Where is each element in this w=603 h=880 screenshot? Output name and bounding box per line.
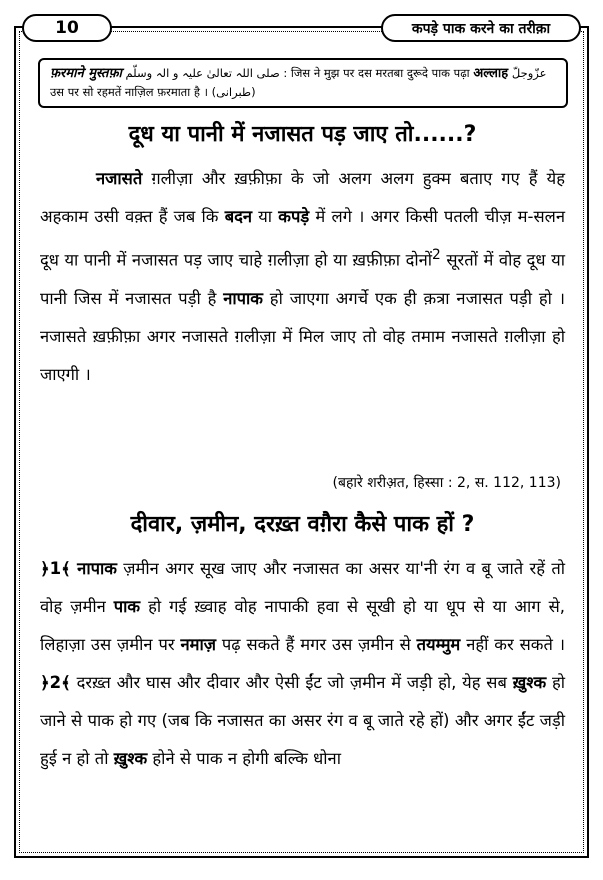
- bold-term: बदन: [224, 207, 253, 226]
- farman-text-1: : जिस ने मुझ पर दस मरतबा दुरूदे पाक पढ़ा: [283, 66, 470, 80]
- text-run: हो गई ख़्वाह वोह नापाकी हवा से सूखी हो या धूप से या आग से, लिहाज़ा उस ज़मीन पर: [40, 597, 565, 654]
- section-1-reference: (बहारे शरीअ़त, हिस्सा : 2, स. 112, 113): [332, 475, 561, 491]
- farman-label: फ़रमाने मुस्तफ़ा: [50, 66, 122, 81]
- bold-term: ख़ुश्क: [512, 673, 547, 692]
- bold-term: तयम्मुम: [416, 635, 461, 654]
- farman-azza: عزّوجلّ: [511, 66, 547, 80]
- running-title-text: कपड़े पाक करने का तरीक़ा: [411, 20, 551, 37]
- item-number: ﴿2﴾: [40, 673, 71, 692]
- text-run: ज़मीन अगर सूख जाए और नजासत का असर या'नी रंग व बू जाते रहें तो वोह ज़मीन: [40, 559, 565, 616]
- text-run: में लगे । अगर किसी पतली चीज़ म-सलन दूध या पानी में नजासत पड़ जाए चाहे ग़लीज़ा हो या ख़फ़ीफ़ा दोनों: [40, 207, 565, 270]
- superscript: 2: [432, 247, 441, 263]
- item-number: ﴿1﴾: [40, 559, 71, 578]
- bold-term: कपड़े: [278, 207, 310, 226]
- bold-term: नमाज़: [180, 635, 217, 654]
- bold-term: ख़ुश्क: [113, 749, 148, 768]
- farman-line-1: [50, 64, 556, 83]
- text-run: हो जाएगा अगर्चे एक ही क़त्रा नजासत पड़ी हो । नजासते ख़फ़ीफ़ा अगर नजासते ग़लीज़ा में मिल जाए तो वोह तमाम नजासते ग़लीज़ा हो जाएगी ।: [40, 288, 565, 384]
- farman-box: [38, 58, 568, 108]
- farman-salawat: صلی اللہ تعالیٰ علیہ و الہ وسلّم: [125, 66, 280, 80]
- text-run: हो जाने से पाक हो गए (जब कि नजासत का असर रंग व बू जाते रहे हों) और अगर ईंट जड़ी हुई न हो तो: [40, 673, 566, 768]
- text-run: पढ़ सकते हैं मगर उस ज़मीन से: [216, 635, 417, 654]
- text-run: सूरतों में वोह दूध या पानी जिस में नजासत पड़ी है: [40, 250, 565, 308]
- farman-line-2: उस पर सो रहमतें नाज़िल फ़रमाता है । (طبرانی): [50, 85, 256, 99]
- section-1-paragraph: [40, 160, 565, 394]
- bold-term: नापाक: [77, 559, 117, 578]
- text-run: या: [252, 207, 279, 226]
- text-run: नहीं कर सकते ।: [460, 635, 565, 654]
- page-number-text: 10: [55, 18, 79, 38]
- page-number: [22, 14, 112, 42]
- running-title: [381, 14, 581, 42]
- section-2-heading: दीवार, ज़मीन, दरख़्त वग़ैरा कैसे पाक हों ?: [130, 512, 475, 537]
- bold-term: नापाक: [223, 288, 263, 308]
- bold-term: नजासते: [96, 169, 143, 188]
- section-2-paragraph: [40, 550, 565, 778]
- bold-term: पाक: [113, 597, 141, 616]
- text-run: ग़लीज़ा और ख़फ़ीफ़ा के जो अलग अलग हुक्म बताए गए हैं येह अहकाम उसी वक़्त हैं जब कि: [40, 169, 565, 226]
- section-1-heading: दूध या पानी में नजासत पड़ जाए तो......?: [128, 122, 477, 147]
- farman-allah: अल्लाह: [473, 66, 509, 81]
- text-run: दरख़्त और घास और दीवार और ऐसी ईंट जो ज़मीन में जड़ी हो, येह सब: [70, 673, 513, 692]
- text-run: होने से पाक न होगी बल्कि धोना: [147, 749, 341, 768]
